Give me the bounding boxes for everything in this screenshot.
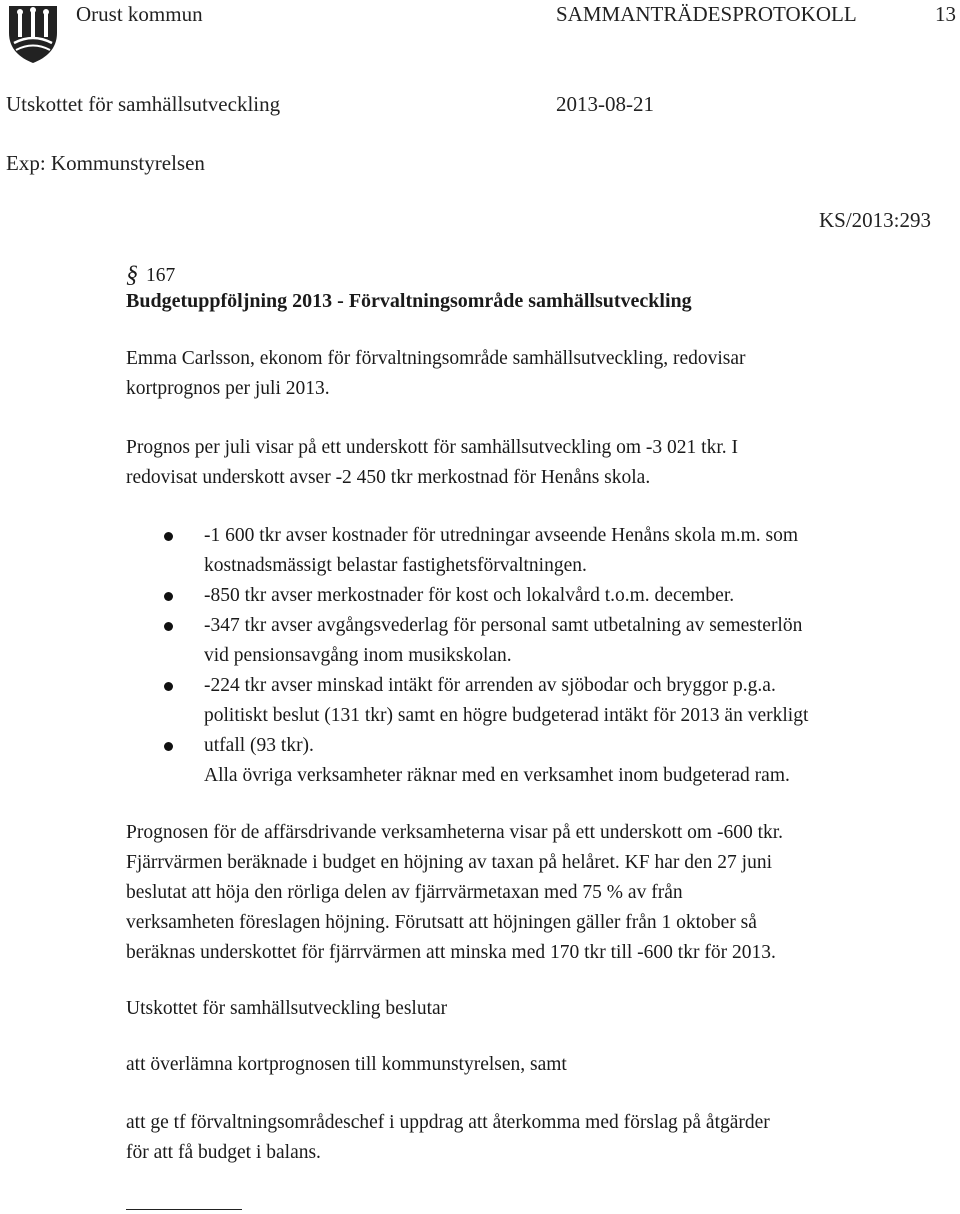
meeting-date: 2013-08-21 — [556, 92, 654, 116]
bullet-item-line: -224 tkr avser minskad intäkt för arrenden av sjöbodar och bryggor p.g.a. — [204, 675, 776, 696]
affars-line: verksamheten föreslagen höjning. Förutsatt att höjningen gäller från 1 oktober så — [126, 912, 757, 933]
bullet-item-line: vid pensionsavgång inom musikskolan. — [204, 645, 512, 666]
bullet-icon — [164, 532, 173, 541]
affars-line: beslutat att höja den rörliga delen av fjärrvärmetaxan med 75 % av från — [126, 882, 683, 903]
bullet-item-line: -347 tkr avser avgångsvederlag för personal samt utbetalning av semesterlön — [204, 615, 803, 636]
committee-name: Utskottet för samhällsutveckling — [6, 92, 281, 116]
bullet-icon — [164, 592, 173, 601]
decision-att-1: att överlämna kortprognosen till kommunstyrelsen, samt — [126, 1054, 567, 1075]
bullet-icon — [164, 682, 173, 691]
decision-att-2: för att få budget i balans. — [126, 1142, 321, 1163]
affars-line: Prognosen för de affärsdrivande verksamheterna visar på ett underskott om -600 tkr. — [126, 822, 784, 843]
section-title: Budgetuppföljning 2013 - Förvaltningsområde samhällsutveckling — [126, 290, 692, 312]
document-type: SAMMANTRÄDESPROTOKOLL — [556, 2, 857, 26]
intro-line: kortprognos per juli 2013. — [126, 378, 330, 399]
bullet-item-line: politiskt beslut (131 tkr) samt en högre budgeterad intäkt för 2013 än verkligt — [204, 705, 809, 726]
decision-att-2: att ge tf förvaltningsområdeschef i uppdrag att återkomma med förslag på åtgärder — [126, 1112, 770, 1133]
municipality-name: Orust kommun — [76, 2, 203, 26]
bullet-icon — [164, 742, 173, 751]
affars-line: beräknas underskottet för fjärrvärmen att minska med 170 tkr till -600 tkr för 2013. — [126, 942, 776, 963]
case-number: KS/2013:293 — [819, 208, 932, 232]
section-number: 167 — [146, 265, 176, 286]
intro-line: Emma Carlsson, ekonom för förvaltningsområde samhällsutveckling, redovisar — [126, 348, 746, 369]
bullet-item-line: utfall (93 tkr). — [204, 735, 314, 756]
bullet-item-line: -850 tkr avser merkostnader för kost och lokalvård t.o.m. december. — [204, 585, 735, 606]
bullet-item-line: -1 600 tkr avser kostnader för utredningar avseende Henåns skola m.m. som — [204, 525, 799, 546]
decision-heading: Utskottet för samhällsutveckling beslutar — [126, 998, 448, 1019]
expedition-line: Exp: Kommunstyrelsen — [6, 151, 205, 175]
affars-line: Fjärrvärmen beräknade i budget en höjning av taxan på helåret. KF har den 27 juni — [126, 852, 772, 873]
municipal-coat-of-arms-icon — [6, 3, 60, 65]
prognos-line: redovisat underskott avser -2 450 tkr merkostnad för Henåns skola. — [126, 467, 651, 488]
bullet-icon — [164, 622, 173, 631]
prognos-line: Prognos per juli visar på ett underskott för samhällsutveckling om -3 021 tkr. I — [126, 437, 738, 458]
page-number: 13 — [935, 2, 956, 26]
section-symbol: § — [126, 262, 138, 288]
signature-line — [126, 1209, 242, 1210]
bullet-item-line: kostnadsmässigt belastar fastighetsförvaltningen. — [204, 555, 587, 576]
bullet-item-line: Alla övriga verksamheter räknar med en verksamhet inom budgeterad ram. — [204, 765, 790, 786]
